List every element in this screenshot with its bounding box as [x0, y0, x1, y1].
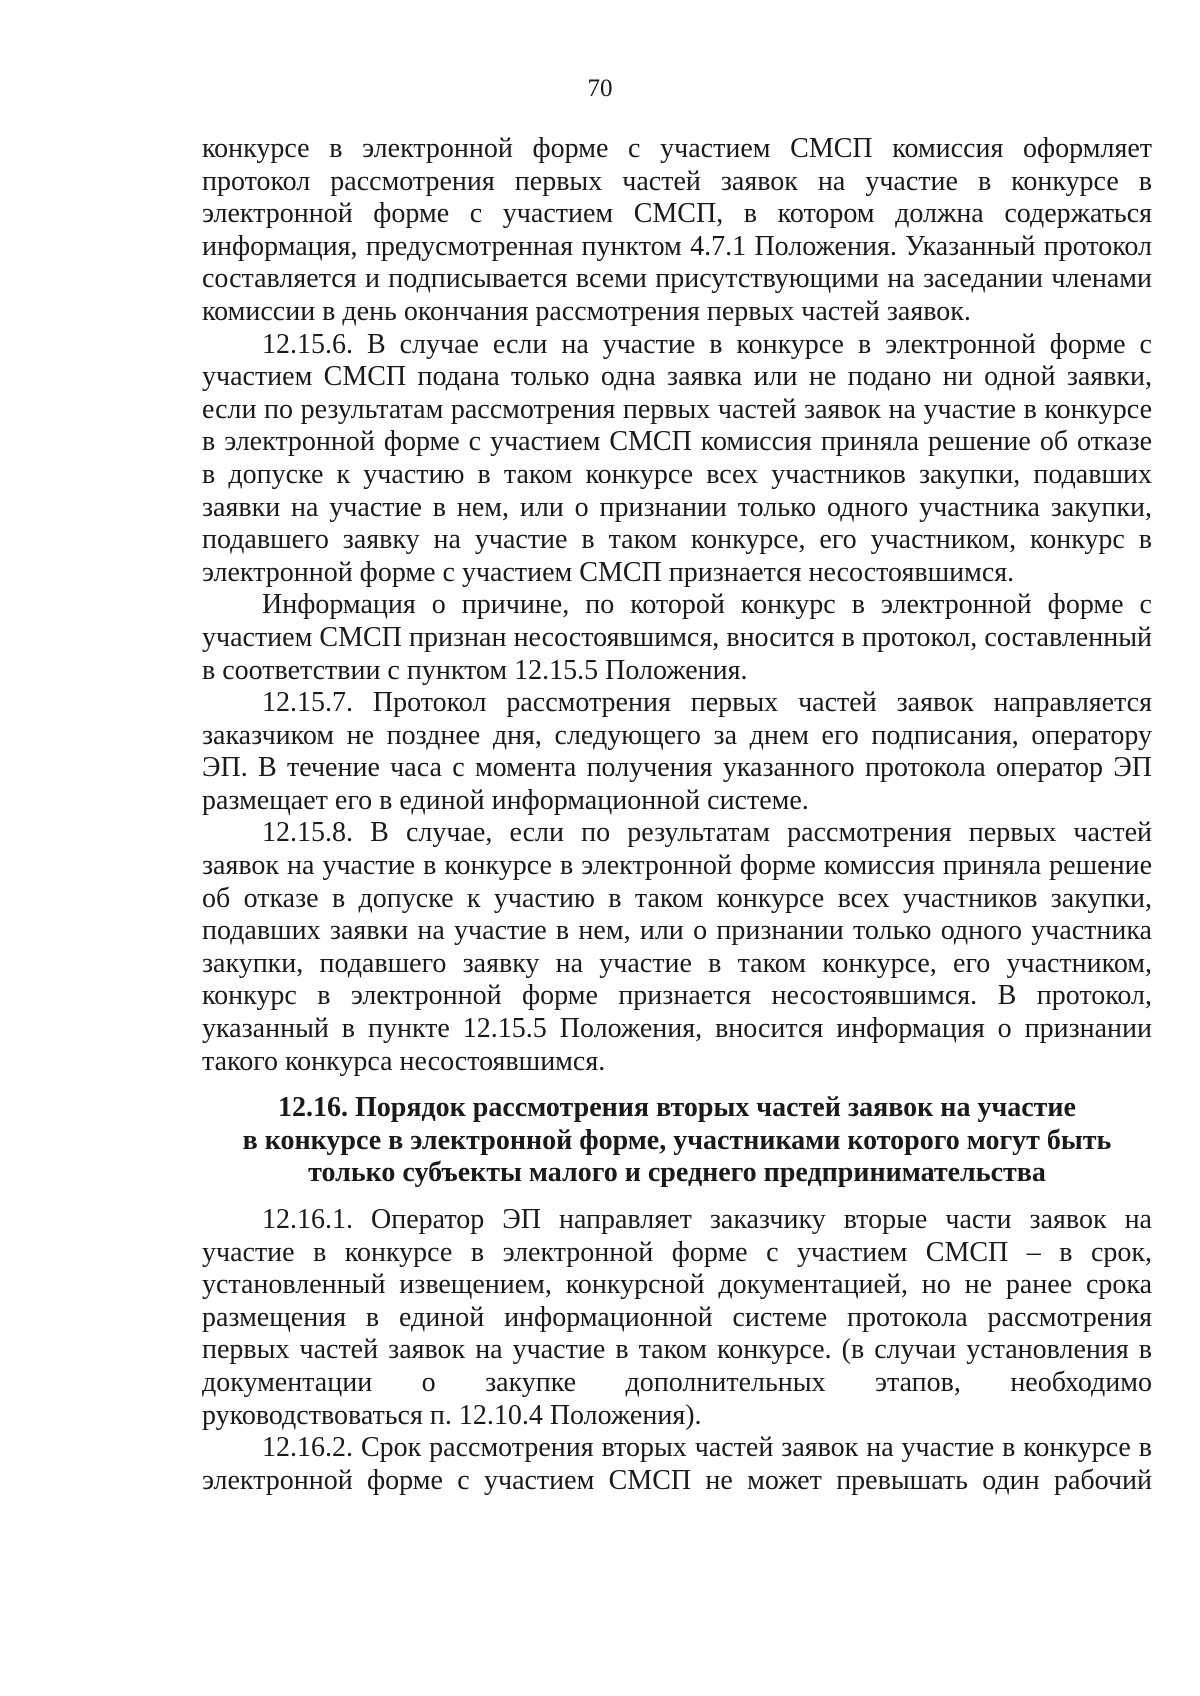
paragraph-12-16-2: 12.16.2. Срок рассмотрения вторых частей заявок на участие в конкурсе в электронной форме с участием СМСП не может превышать один рабочий: [202, 1432, 1152, 1496]
paragraph-failure-reason: Информация о причине, по которой конкурс в электронной форме с участием СМСП признан несостоявшимся, вносится в протокол, составленный в соответствии с пунктом 12.15.5 Положения.: [202, 589, 1152, 686]
heading-line-2: в конкурсе в электронной форме, участниками которого могут быть: [242, 1124, 1112, 1156]
page-number: 70: [587, 75, 613, 102]
paragraph-12-15-6: 12.15.6. В случае если на участие в конкурсе в электронной форме с участием СМСП подана только одна заявка или не подано ни одной заявки, если по результатам рассмотрения первых частей заявок на участие в конкурсе в электронной форме с участием СМСП комиссия приняла решение об отказе в допуске к участию в таком конкурсе всех участников закупки, подавших заявки на участие в нем, или о признании только одного участника закупки, подавшего заявку на участие в таком конкурсе, его участником, конкурс в электронной форме с участием СМСП признается несостоявшимся.: [202, 328, 1152, 588]
paragraph-12-15-8: 12.15.8. В случае, если по результатам рассмотрения первых частей заявок на участие в конкурсе в электронной форме комиссия приняла решение об отказе в допуске к участию в таком конкурсе всех участников закупки, подавших заявки на участие в нем, или о признании только одного участника закупки, подавшего заявку на участие в таком конкурсе, его участником, конкурс в электронной форме признается несостоявшимся. В протокол, указанный в пункте 12.15.5 Положения, вносится информация о признании такого конкурса несостоявшимся.: [202, 817, 1152, 1077]
document-body: [202, 133, 1152, 1497]
paragraph-continuation: конкурсе в электронной форме с участием СМСП комиссия оформляет протокол рассмотрения первых частей заявок на участие в конкурсе в электронной форме с участием СМСП, в котором должна содержаться информация, предусмотренная пунктом 4.7.1 Положения. Указанный протокол составляется и подписывается всеми присутствующими на заседании членами комиссии в день окончания рассмотрения первых частей заявок.: [202, 133, 1152, 327]
heading-line-1: 12.16. Порядок рассмотрения вторых частей заявок на участие: [278, 1092, 1076, 1124]
paragraph-12-16-1: 12.16.1. Оператор ЭП направляет заказчику вторые части заявок на участие в конкурсе в электронной форме с участием СМСП – в срок, установленный извещением, конкурсной документацией, но не ранее срока размещения в единой информационной системе протокола рассмотрения первых частей заявок на участие в таком конкурсе. (в случаи установления в документации о закупке дополнительных этапов, необходимо руководствоваться п. 12.10.4 Положения).: [202, 1204, 1152, 1431]
paragraph-12-15-7: 12.15.7. Протокол рассмотрения первых частей заявок направляется заказчиком не позднее дня, следующего за днем его подписания, оператору ЭП. В течение часа с момента получения указанного протокола оператор ЭП размещает его в единой информационной системе.: [202, 687, 1152, 816]
section-heading-12-16: [202, 1092, 1152, 1190]
heading-line-3: только субъекты малого и среднего предпринимательства: [308, 1157, 1046, 1189]
